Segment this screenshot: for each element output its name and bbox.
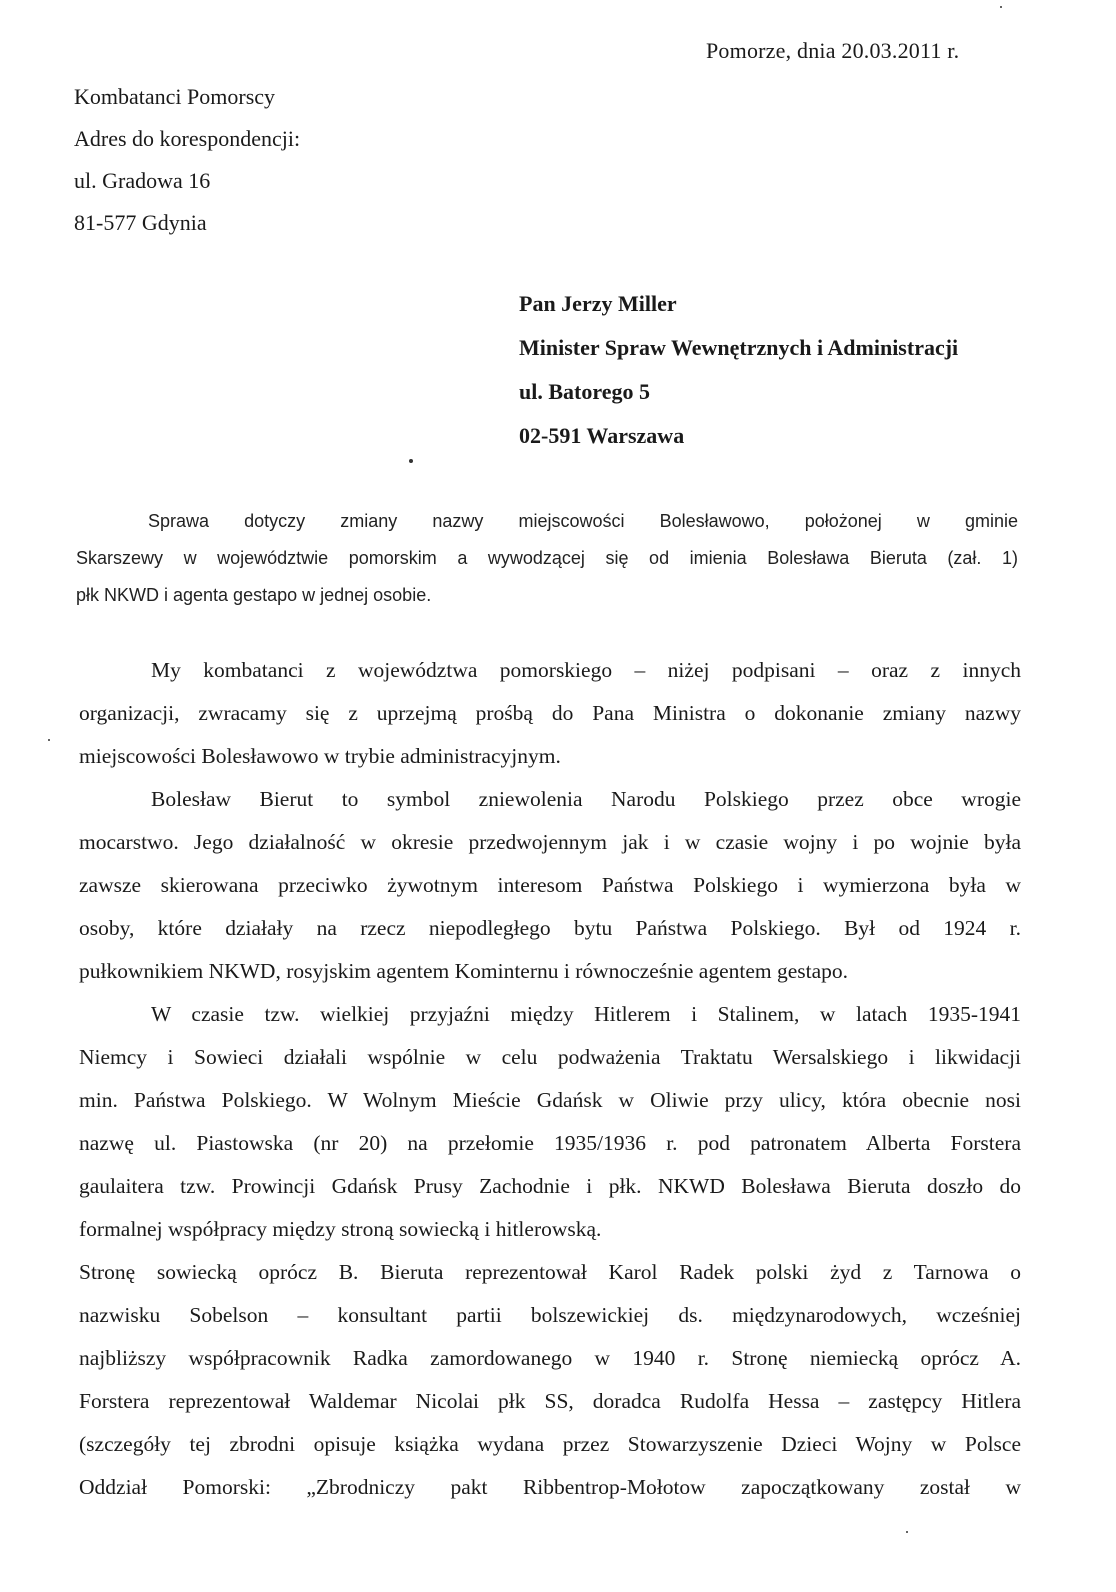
scan-speck [48, 739, 50, 741]
body-line: (szczegóły tej zbrodni opisuje książka wydana przez Stowarzyszenie Dzieci Wojny w Polsce [79, 1432, 1021, 1456]
body-line: organizacji, zwracamy się z uprzejmą prośbą do Pana Ministra o dokonanie zmiany nazwy [79, 701, 1021, 725]
body-line: Forstera reprezentował Waldemar Nicolai płk SS, doradca Rudolfa Hessa – zastępcy Hitlera [79, 1389, 1021, 1413]
recipient-street: ul. Batorego 5 [519, 379, 650, 404]
sender-address-block [74, 82, 300, 250]
scan-speck [906, 1531, 908, 1533]
scan-speck [1000, 6, 1002, 8]
body-line: nazwę ul. Piastowska (nr 20) na przełomie 1935/1936 r. pod patronatem Alberta Forstera [79, 1131, 1021, 1155]
body-line: mocarstwo. Jego działalność w okresie przedwojennym jak i w czasie wojny i po wojnie była [79, 830, 1021, 854]
subject-line: Skarszewy w województwie pomorskim a wywodzącej się od imienia Bolesława Bieruta (zał. 1) [76, 548, 1018, 568]
sender-street: ul. Gradowa 16 [74, 168, 211, 193]
body-line: Niemcy i Sowieci działali wspólnie w celu podważenia Traktatu Wersalskiego i likwidacji [79, 1045, 1021, 1069]
recipient-title: Minister Spraw Wewnętrznych i Administracji [519, 335, 959, 360]
body-line: W czasie tzw. wielkiej przyjaźni między Hitlerem i Stalinem, w latach 1935-1941 [151, 1002, 1021, 1026]
body-line: Oddział Pomorski: „Zbrodniczy pakt Ribbentrop-Mołotow zapoczątkowany został w [79, 1475, 1021, 1499]
body-line: pułkownikiem NKWD, rosyjskim agentem Kominternu i równocześnie agentem gestapo. [79, 959, 849, 983]
sender-address-label: Adres do korespondencji: [74, 126, 301, 151]
sender-postal-city: 81-577 Gdynia [74, 210, 207, 235]
body-line: zawsze skierowana przeciwko żywotnym interesom Państwa Polskiego i wymierzona była w [79, 873, 1021, 897]
body-line: Bolesław Bierut to symbol zniewolenia Narodu Polskiego przez obce wrogie [151, 787, 1021, 811]
subject-paragraph [76, 508, 1018, 619]
body-line: najbliższy współpracownik Radka zamordowanego w 1940 r. Stronę niemiecką oprócz A. [79, 1346, 1021, 1370]
recipient-name: Pan Jerzy Miller [519, 291, 677, 316]
recipient-address-block [519, 288, 958, 464]
scan-speck [409, 459, 413, 463]
body-line: Stronę sowiecką oprócz B. Bieruta reprezentował Karol Radek polski żyd z Tarnowa o [79, 1260, 1021, 1284]
body-line: miejscowości Bolesławowo w trybie administracyjnym. [79, 744, 561, 768]
subject-line: Sprawa dotyczy zmiany nazwy miejscowości Bolesławowo, położonej w gminie [148, 511, 1018, 531]
sender-name: Kombatanci Pomorscy [74, 84, 276, 109]
body-line: nazwisku Sobelson – konsultant partii bolszewickiej ds. międzynarodowych, wcześniej [79, 1303, 1021, 1327]
body-line: min. Państwa Polskiego. W Wolnym Mieście Gdańsk w Oliwie przy ulicy, która obecnie nosi [79, 1088, 1021, 1112]
body-line: formalnej współpracy między stroną sowiecką i hitlerowską. [79, 1217, 602, 1241]
body-line: osoby, które działały na rzecz niepodległego bytu Państwa Polskiego. Był od 1924 r. [79, 916, 1021, 940]
recipient-postal-city: 02-591 Warszawa [519, 423, 685, 448]
letter-body [79, 655, 1021, 1515]
body-line: gaulaitera tzw. Prowincji Gdańsk Prusy Zachodnie i płk. NKWD Bolesława Bieruta doszło do [79, 1174, 1021, 1198]
letter-date: Pomorze, dnia 20.03.2011 r. [706, 38, 960, 63]
body-line: My kombatanci z województwa pomorskiego – niżej podpisani – oraz z innych [151, 658, 1021, 682]
subject-line: płk NKWD i agenta gestapo w jednej osobie. [76, 585, 432, 605]
